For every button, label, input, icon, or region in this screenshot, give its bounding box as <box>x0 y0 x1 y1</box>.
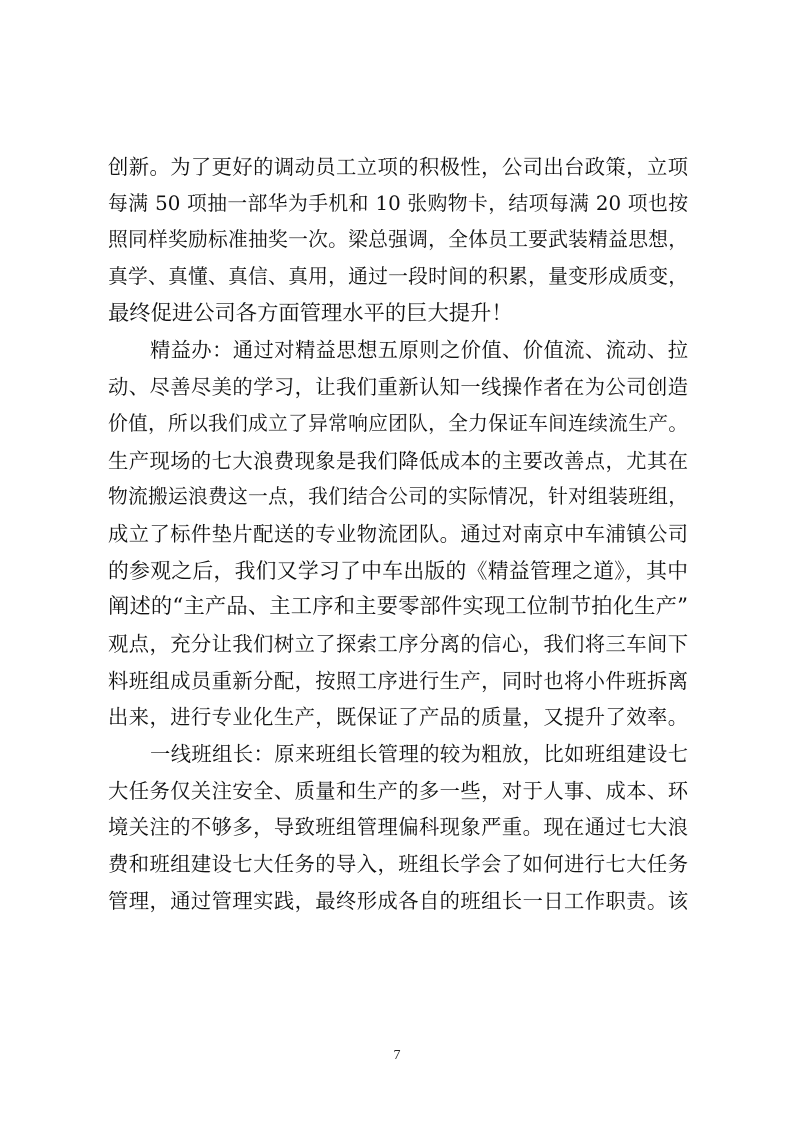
text-line: 生产现场的七大浪费现象是我们降低成本的主要改善点，尤其在 <box>108 448 688 473</box>
text-line: 价值，所以我们成立了异常响应团队，全力保证车间连续流生产。 <box>108 411 688 435</box>
text-line: 物流搬运浪费这一点，我们结合公司的实际情况，针对组装班组， <box>108 485 688 509</box>
text-line: 最终促进公司各方面管理水平的巨大提升！ <box>108 300 513 326</box>
text-line: 料班组成员重新分配，按照工序进行生产，同时也将小件班拆离 <box>108 668 688 693</box>
text-line: 管理，通过管理实践，最终形成各自的班组长一日工作职责。该 <box>108 888 688 913</box>
text-line: 境关注的不够多，导致班组管理偏科现象严重。现在通过七大浪 <box>108 815 688 840</box>
text-line: 真学、真懂、真信、真用，通过一段时间的积累，量变形成质变， <box>108 265 688 289</box>
text-line: 出来，进行专业化生产，既保证了产品的质量，又提升了效率。 <box>108 705 688 730</box>
text-line: 大任务仅关注安全、质量和生产的多一些，对于人事、成本、环 <box>108 778 688 803</box>
text-line: 创新。为了更好的调动员工立项的积极性，公司出台政策，立项 <box>108 155 688 179</box>
text-line: 照同样奖励标准抽奖一次。梁总强调，全体员工要武装精益思想， <box>108 228 688 252</box>
text-line: 的参观之后，我们又学习了中车出版的《精益管理之道》，其中 <box>108 558 688 583</box>
text-line: 动、尽善尽美的学习，让我们重新认知一线操作者在为公司创造 <box>108 375 688 400</box>
paragraph-start-line: 一线班组长：原来班组长管理的较为粗放，比如班组建设七 <box>150 742 688 766</box>
text-line: 观点，充分让我们树立了探索工序分离的信心，我们将三车间下 <box>108 631 688 656</box>
page-number: 7 <box>393 1048 401 1063</box>
body-text <box>108 149 688 919</box>
text-line: 成立了标件垫片配送的专业物流团队。通过对南京中车浦镇公司 <box>108 521 688 546</box>
text-line: 每满 50 项抽一部华为手机和 10 张购物卡，结项每满 20 项也按 <box>108 191 688 215</box>
paragraph-start-line: 精益办：通过对精益思想五原则之价值、价值流、流动、拉 <box>150 338 688 363</box>
text-line: 阐述的“主产品、主工序和主要零部件实现工位制节拍化生产” <box>108 594 688 620</box>
text-line: 费和班组建设七大任务的导入，班组长学会了如何进行七大任务 <box>108 852 688 877</box>
